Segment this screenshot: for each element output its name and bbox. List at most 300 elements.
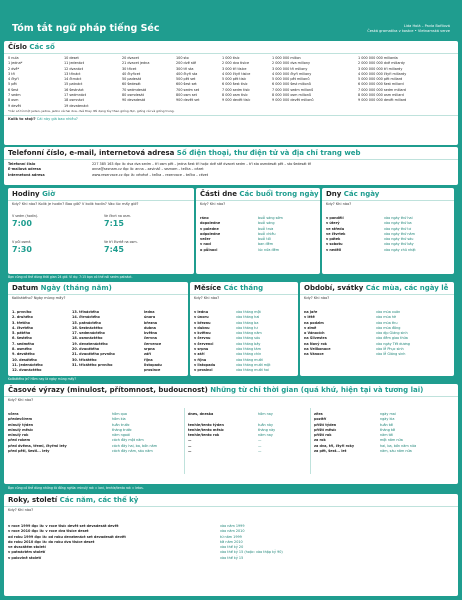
list-item: 20 dvacet xyxy=(122,56,139,60)
mesice-vn xyxy=(236,310,270,374)
casove-future-cz xyxy=(314,412,354,454)
list-item: ledna xyxy=(144,310,155,314)
list-item: 10 deset xyxy=(64,56,79,60)
divider xyxy=(4,506,458,507)
list-item: 2 dvě* xyxy=(8,66,20,71)
list-item: 9 000 000 devět milionů xyxy=(272,98,314,103)
list-item: v létě xyxy=(304,315,315,320)
list-item: pozítří xyxy=(314,417,327,422)
list-item: 7 sedm xyxy=(8,93,21,98)
list-item: 3 000 000 tři miliony xyxy=(272,66,308,71)
list-item: buổi sáng sớm xyxy=(258,216,283,220)
list-item: 800 osm set xyxy=(176,93,197,98)
list-item: v roce 2010 đọc là: v roce dva tisíce deset xyxy=(8,529,89,534)
list-item: 18. osmnáctého xyxy=(72,336,103,341)
divider xyxy=(4,159,458,160)
list-item: 0 nula xyxy=(8,56,19,60)
list-item: 15. patnáctého xyxy=(72,320,101,325)
list-item: 7. sedmého xyxy=(12,341,35,346)
list-item: večer xyxy=(200,237,211,242)
list-item: 10. desátého xyxy=(12,357,37,362)
cislo-col-7 xyxy=(358,56,406,104)
list-item: tenhle/tento měsíc xyxy=(188,427,224,432)
divider xyxy=(4,396,458,397)
list-item: vào ngày thứ ba xyxy=(384,221,412,226)
section-obdobi xyxy=(300,282,454,376)
cislo-col-1 xyxy=(8,56,22,109)
list-item: 500 pět set xyxy=(176,77,196,82)
list-item: 8 osm xyxy=(8,98,19,103)
list-item: 1 000 000 000 miliarda xyxy=(358,56,398,60)
list-item: vào ngày thứ hai xyxy=(384,216,413,220)
list-item: Telefonní číslo xyxy=(8,162,36,166)
list-item: ve středu xyxy=(326,226,345,231)
list-item: v červenci xyxy=(194,341,214,346)
roky-question: Kdy? Khi nào? xyxy=(8,508,34,512)
list-item: vào thế kỷ 15 (hoặc: vào thập kỷ 90) xyxy=(220,550,283,555)
list-item: ngày mai xyxy=(380,412,396,416)
list-item: 14. čtrnáctého xyxy=(72,315,100,320)
list-item: v noci xyxy=(200,242,212,247)
subtitle: Česká gramatika v kostce • Vietnamská verze xyxy=(367,29,450,33)
casove-past-vn xyxy=(112,412,157,454)
list-item: 40 čtyřicet xyxy=(122,71,141,76)
list-item: na Vánoce xyxy=(304,352,324,357)
list-item: vào tháng sáu xyxy=(236,336,261,341)
list-item: một năm nữa xyxy=(380,438,403,443)
list-item: v prosinci xyxy=(194,368,213,373)
page-title: Tóm tắt ngữ pháp tiếng Séc xyxy=(12,23,160,34)
list-item: minulý týden xyxy=(8,422,34,427)
list-item: 9. devátého xyxy=(12,352,35,357)
casove-title: Časové výrazy (minulost, přítomnost, budoucnost) Những từ chỉ thời gian (quá khứ, hiện tại và tương lai) xyxy=(8,386,424,394)
list-item: 11 jedenáct xyxy=(64,61,85,66)
list-item: v květnu xyxy=(194,331,211,336)
list-item: srpna xyxy=(144,347,155,352)
section-casti-dne xyxy=(196,188,320,274)
list-item: února xyxy=(144,315,156,320)
list-item: — xyxy=(258,449,262,454)
list-item: 2. druhého xyxy=(12,315,33,320)
list-item: 4 čtyři xyxy=(8,77,19,82)
list-item: 9 devět xyxy=(8,103,21,108)
list-item: 6. šestého xyxy=(12,336,32,341)
list-item: 20. dvacátého xyxy=(72,347,100,352)
list-item: Internetová adresa xyxy=(8,172,45,177)
authors: Lida Holá – Pavla Bořilová xyxy=(403,24,450,28)
list-item: 4. čtvrtého xyxy=(12,325,34,330)
list-item: v pátek xyxy=(326,237,341,242)
list-item: ráno xyxy=(200,216,209,220)
list-item: 1 000 tisíc xyxy=(222,56,240,60)
list-item: 8. osmého xyxy=(12,347,32,352)
divider xyxy=(310,408,311,474)
list-item: na podzim xyxy=(304,320,324,325)
list-item: 7 000 000 000 sedm miliard xyxy=(358,87,406,92)
list-item: vào mùa hè xyxy=(376,315,397,320)
hodiny-time-3: 7:30 xyxy=(12,245,32,254)
cislo-col-5 xyxy=(222,56,250,104)
list-item: 200 dvě stě xyxy=(176,61,197,66)
list-item: na jaře xyxy=(304,310,318,314)
list-item: năm, sáu năm nữa xyxy=(380,449,412,454)
hodiny-title: Hodiny Giờ xyxy=(12,190,56,198)
list-item: tới năm 2010 xyxy=(220,539,243,544)
list-item: vào năm 2010 xyxy=(220,529,245,534)
list-item: từ năm 1999 xyxy=(220,534,242,539)
list-item: 2 000 000 dva miliony xyxy=(272,61,311,66)
hodiny-note: Bạn cũng có thể dùng thời gian 24 giờ. Ví dụ: 7:15 bạn có thể nói sedm patnáct. xyxy=(8,275,133,279)
list-item: dopoledne xyxy=(200,221,221,226)
roky-title: Roky, století Các năm, các thế kỷ xyxy=(8,496,139,504)
list-item: cách đây năm, sáu năm xyxy=(112,449,153,454)
list-item: 1. prvního xyxy=(12,310,32,314)
list-item: 3 tři xyxy=(8,71,15,76)
list-item: v roce 1999 đọc là: v roce tisíc devět set devadesát devět xyxy=(8,524,119,528)
list-item: năm tới xyxy=(380,433,393,438)
list-item: v srpnu xyxy=(194,347,209,352)
list-item: 16. šestnáctého xyxy=(72,325,103,330)
telefon-values xyxy=(92,162,311,178)
list-item: 1 jedna* xyxy=(8,61,23,66)
divider xyxy=(8,294,188,295)
mesice-title: Měsíce Các tháng xyxy=(194,284,264,292)
list-item: 8 000 000 osm milionů xyxy=(272,93,312,98)
casti-dne-cz xyxy=(200,216,220,253)
list-item: vào mùa đông xyxy=(376,325,401,330)
list-item: 31. třicátého prvního xyxy=(72,362,113,367)
list-item: 21. dvacátého prvního xyxy=(72,352,115,357)
list-item: 5. pátého xyxy=(12,331,31,336)
list-item: 8 000 osm tisíc xyxy=(222,93,248,98)
list-item: 3 000 000 000 tři miliardy xyxy=(358,66,403,71)
list-item: cách đây một năm xyxy=(112,438,144,443)
divider xyxy=(4,115,458,116)
divider xyxy=(4,53,458,54)
list-item: 700 sedm set xyxy=(176,87,200,92)
list-item: 5 pět xyxy=(8,82,17,87)
list-item: vào tháng năm xyxy=(236,331,262,336)
hodiny-time-2: 7:15 xyxy=(104,219,124,228)
section-roky xyxy=(4,494,458,596)
list-item: 90 devadesát xyxy=(122,98,146,103)
list-item: příští měsíc xyxy=(314,427,337,432)
list-item: v sobotu xyxy=(326,242,343,247)
list-item: buổi trưa xyxy=(258,226,274,231)
list-item: listopadu xyxy=(144,362,162,367)
list-item: vào dịp Giáng sinh xyxy=(376,331,408,336)
list-item: 19. devatenáctého xyxy=(72,341,108,346)
header xyxy=(4,0,458,40)
cislo-question: Kolik to stojí? Cái này giá bao nhiêu? xyxy=(8,117,78,121)
list-item: 1 000 000 milion xyxy=(272,56,301,60)
list-item: vào mùa xuân xyxy=(376,310,401,314)
divider xyxy=(322,200,454,201)
list-item: za rok xyxy=(314,438,326,443)
list-item: anna@seznam.cz đọc là: anna – zavináč – seznam – tečka – cézet xyxy=(92,167,204,172)
list-item: năm nay xyxy=(258,433,273,438)
list-item: na Velikonoce xyxy=(304,347,331,352)
list-item: — xyxy=(188,443,192,448)
list-item: — xyxy=(188,449,192,454)
section-telefon xyxy=(4,147,458,185)
header-authors xyxy=(367,24,450,34)
list-item: 3 000 tři tisíce xyxy=(222,66,247,71)
list-item: vào tháng mười xyxy=(236,357,263,362)
list-item: 60 šedesát xyxy=(122,82,141,87)
list-item: září xyxy=(144,352,152,357)
list-item: vào ngày thứ tư xyxy=(384,226,411,231)
casti-dne-question: Kdy? Khi nào? xyxy=(200,202,226,206)
list-item: předevčírem xyxy=(8,417,33,422)
list-item: vào tháng hai xyxy=(236,315,260,320)
list-item: vào ngày thứ năm xyxy=(384,231,415,236)
mesice-question: Kdy? Khi nào? xyxy=(194,296,220,300)
list-item: zítra xyxy=(314,412,323,416)
list-item: vào ngày thứ bảy xyxy=(384,242,414,247)
list-item: 50 padesát xyxy=(122,77,142,82)
list-item: do roku 2010 đọc là: do roku dva tisíce deset xyxy=(8,539,95,544)
list-item: dnes, dneska xyxy=(188,412,214,416)
list-item: vào mùa thu xyxy=(376,320,398,325)
dny-question: Kdy? Khi nào? xyxy=(326,202,352,206)
list-item: na Silvestra xyxy=(304,336,327,341)
divider xyxy=(8,200,194,201)
list-item: března xyxy=(144,320,158,325)
list-item: v březnu xyxy=(194,320,211,325)
list-item: buổi tối xyxy=(258,237,271,242)
list-item: června xyxy=(144,336,157,341)
list-item: v září xyxy=(194,352,205,357)
list-item: 6 000 000 000 šest miliard xyxy=(358,82,404,87)
list-item: vào năm 1999 xyxy=(220,524,245,528)
cislo-col-6 xyxy=(272,56,314,104)
list-item: vào ngày chủ nhật xyxy=(384,247,416,252)
list-item: 7 000 sedm tisíc xyxy=(222,87,251,92)
list-item: tháng này xyxy=(258,427,276,432)
datum-col-2 xyxy=(72,310,115,368)
list-item: tuần này xyxy=(258,422,274,427)
list-item: 300 tři sta xyxy=(176,66,194,71)
list-item: za pět, šest... let xyxy=(314,449,347,454)
hodiny-label-3: V půl osmé. xyxy=(12,240,32,244)
list-item: 6 000 000 šest milionů xyxy=(272,82,311,87)
list-item: května xyxy=(144,331,158,336)
list-item: tenhle/tento týden xyxy=(188,422,224,427)
hodiny-label-1: V sedm (hodin). xyxy=(12,214,39,218)
list-item: července xyxy=(144,341,162,346)
casti-dne-vn xyxy=(258,216,283,253)
dny-cz xyxy=(326,216,345,253)
section-mesice xyxy=(190,282,298,376)
mesice-cz xyxy=(194,310,215,374)
list-item: buổi chiều xyxy=(258,231,276,236)
list-item: v poledne xyxy=(200,226,219,231)
list-item: o Vánocích xyxy=(304,331,325,336)
list-item: minulý měsíc xyxy=(8,427,34,432)
list-item: v říjnu xyxy=(194,357,207,362)
list-item: minulý rok xyxy=(8,433,29,438)
telefon-labels xyxy=(8,162,45,178)
roky-cz xyxy=(8,524,126,561)
list-item: 17 sedmnáct xyxy=(64,93,87,98)
list-item: vào ngày thứ sáu xyxy=(384,237,414,242)
section-cislo xyxy=(4,41,458,145)
list-item: vào thế kỷ 20 xyxy=(220,545,244,550)
list-item: 5 000 000 000 pět miliard xyxy=(358,77,403,82)
list-item: v úterý xyxy=(326,221,340,226)
list-item: o půlnoci xyxy=(200,247,218,252)
list-item: příští rok xyxy=(314,433,332,438)
list-item: v únoru xyxy=(194,315,209,320)
list-item: v dubnu xyxy=(194,325,210,330)
list-item: vào tháng ba xyxy=(236,320,259,325)
list-item: vào tháng tư xyxy=(236,325,258,330)
list-item: od roku 1999 đọc là: od roku devatenáct set devadesát devět xyxy=(8,534,126,539)
list-item: 13. třináctého xyxy=(72,310,100,314)
list-item: 9 000 devět tisíc xyxy=(222,98,251,103)
cislo-col-2 xyxy=(64,56,89,109)
list-item: vào tháng một xyxy=(236,310,261,314)
list-item: 3. třetího xyxy=(12,320,30,325)
list-item: — xyxy=(258,443,262,448)
list-item: 17. sedmnáctého xyxy=(72,331,105,336)
list-item: října xyxy=(144,357,153,362)
list-item: hôm kia xyxy=(112,417,126,422)
list-item: na Nový rok xyxy=(304,341,327,346)
list-item: ve čtvrtek xyxy=(326,231,346,236)
list-item: vào tháng bảy xyxy=(236,341,261,346)
obdobi-vn xyxy=(376,310,410,358)
datum-footer: Kolikátého je? Hôm nay là ngày mùng mấy? xyxy=(8,377,76,381)
list-item: 12 dvanáct xyxy=(64,66,84,71)
divider xyxy=(300,294,454,295)
list-item: www.reservace.cz đọc là: vévévé – tečka – rezervace – tečka – cézet xyxy=(92,172,209,177)
list-item: 16 šestnáct xyxy=(64,87,84,92)
list-item: năm ngoái xyxy=(112,433,131,438)
list-item: tuần tới xyxy=(380,422,394,427)
list-item: tenhle/tento rok xyxy=(188,433,220,438)
list-item: v červnu xyxy=(194,336,211,341)
list-item: ban đêm xyxy=(258,242,273,247)
list-item: vào tháng mười một xyxy=(236,362,271,367)
list-item: vào thế kỷ 15 xyxy=(220,555,244,560)
list-item: 13 třináct xyxy=(64,71,81,76)
datum-title: Datum Ngày (tháng năm) xyxy=(12,284,112,292)
list-item: vào lễ Giáng sinh xyxy=(376,352,406,357)
cislo-title: Číslo Các số xyxy=(8,43,55,51)
list-item: za dva, tři, čtyři roky xyxy=(314,443,355,448)
section-hodiny xyxy=(8,188,194,274)
list-item: vào tháng tám xyxy=(236,347,261,352)
list-item: v pondělí xyxy=(326,216,344,220)
list-item: v zimě xyxy=(304,325,317,330)
list-item: před rokem xyxy=(8,438,31,443)
hodiny-question: Kdy? Khi nào? Kolik je hodin? Bao giờ? V kolik hodin? Vào lúc mấy giờ? xyxy=(12,202,139,206)
list-item: 600 šest set xyxy=(176,82,197,87)
list-item: 900 devět set xyxy=(176,98,200,103)
list-item: tuần trước xyxy=(112,422,130,427)
list-item: 227 385 163 đọc là: dva dva sedm – tři osm pět – jedna šest tři hoặc dvě stě dvacet sedm – tři sta osmdesát pět – sto šedesát tři xyxy=(92,162,312,166)
list-item: 19 devatenáct xyxy=(64,103,89,108)
list-item: 30. třicátého xyxy=(72,357,97,362)
section-datum xyxy=(8,282,188,376)
list-item: 30 třicet xyxy=(122,66,137,71)
list-item: v listopadu xyxy=(194,362,216,367)
list-item: vào ngày Tết dương xyxy=(376,341,410,346)
list-item: 15 patnáct xyxy=(64,82,83,87)
divider xyxy=(190,294,298,295)
list-item: 400 čtyři sta xyxy=(176,71,198,76)
list-item: hai, ba, bốn năm nữa xyxy=(380,443,417,448)
list-item: 14 čtrnáct xyxy=(64,77,82,82)
cislo-footnote: *Các số từ một jeden, jedna, jedno và hai dva, dvě thay đổi dạng tùy theo giống đực, giống cái và giống trung. xyxy=(8,109,175,113)
roky-vn xyxy=(220,524,283,561)
cislo-col-4 xyxy=(176,56,199,104)
list-item: 9 000 000 000 devět miliard xyxy=(358,98,407,103)
list-item: buổi sáng xyxy=(258,221,275,226)
list-item: ngày kia xyxy=(380,417,395,422)
casove-present-vn xyxy=(258,412,275,454)
list-item: tháng tới xyxy=(380,427,396,432)
list-item: příští týden xyxy=(314,422,337,427)
list-item: 2 000 000 000 dvě miliardy xyxy=(358,61,405,66)
list-item: 70 sedmdesát xyxy=(122,87,147,92)
list-item: 100 sto xyxy=(176,56,189,60)
list-item: E-mailová adresa xyxy=(8,167,41,172)
list-item: tháng trước xyxy=(112,427,132,432)
list-item: — xyxy=(258,438,262,443)
list-item: vào đêm giao thừa xyxy=(376,336,408,341)
hodiny-label-4: Ve tři čtvrtě na osm. xyxy=(104,240,138,244)
list-item: cách đây hai, ba, bốn năm xyxy=(112,443,158,448)
datum-col-1 xyxy=(12,310,43,374)
divider xyxy=(184,408,185,474)
list-item: 5 000 000 pět milionů xyxy=(272,77,310,82)
casove-question: Kdy? Khi nào? xyxy=(8,398,34,402)
list-item: ve dvacátém století xyxy=(8,545,46,550)
dny-vn xyxy=(384,216,416,253)
list-item: v polovině století xyxy=(8,555,42,560)
list-item: 4 000 000 000 čtyři miliardy xyxy=(358,71,407,76)
list-item: 11. jedenáctého xyxy=(12,362,43,367)
datum-question: Kolikátého? Ngày mùng mấy? xyxy=(12,296,66,300)
list-item: v neděli xyxy=(326,247,342,252)
list-item: 7 000 000 sedm milionů xyxy=(272,87,314,92)
list-item: v lednu xyxy=(194,310,209,314)
hodiny-label-2: Ve čtvrt na osm. xyxy=(104,214,131,218)
list-item: 6 šest xyxy=(8,87,19,92)
dny-title: Dny Các ngày xyxy=(326,190,380,198)
list-item: — xyxy=(188,438,192,443)
casove-note: Bạn cũng có thể dùng những từ đồng nghĩa: minulý rok = loni, tenhle/tento rok = letos. xyxy=(8,486,144,490)
list-item: 12. dvanáctého xyxy=(12,368,42,373)
casove-present-cz xyxy=(188,412,224,454)
list-item: 80 osmdesát xyxy=(122,93,144,98)
casove-past-cz xyxy=(8,412,67,454)
obdobi-title: Období, svátky Các mùa, các ngày lễ xyxy=(304,284,449,292)
list-item: v patnáctém století xyxy=(8,550,46,555)
list-item: 5 000 pět tisíc xyxy=(222,77,247,82)
list-item: hôm nay xyxy=(258,412,273,416)
list-item: 4 000 000 čtyři miliony xyxy=(272,71,312,76)
casove-future-vn xyxy=(380,412,416,454)
list-item: 18 osmnáct xyxy=(64,98,84,103)
list-item: včera xyxy=(8,412,19,416)
list-item: 8 000 000 000 osm miliard xyxy=(358,93,404,98)
cislo-col-3 xyxy=(122,56,149,104)
list-item: 4 000 čtyři tisíce xyxy=(222,71,251,76)
